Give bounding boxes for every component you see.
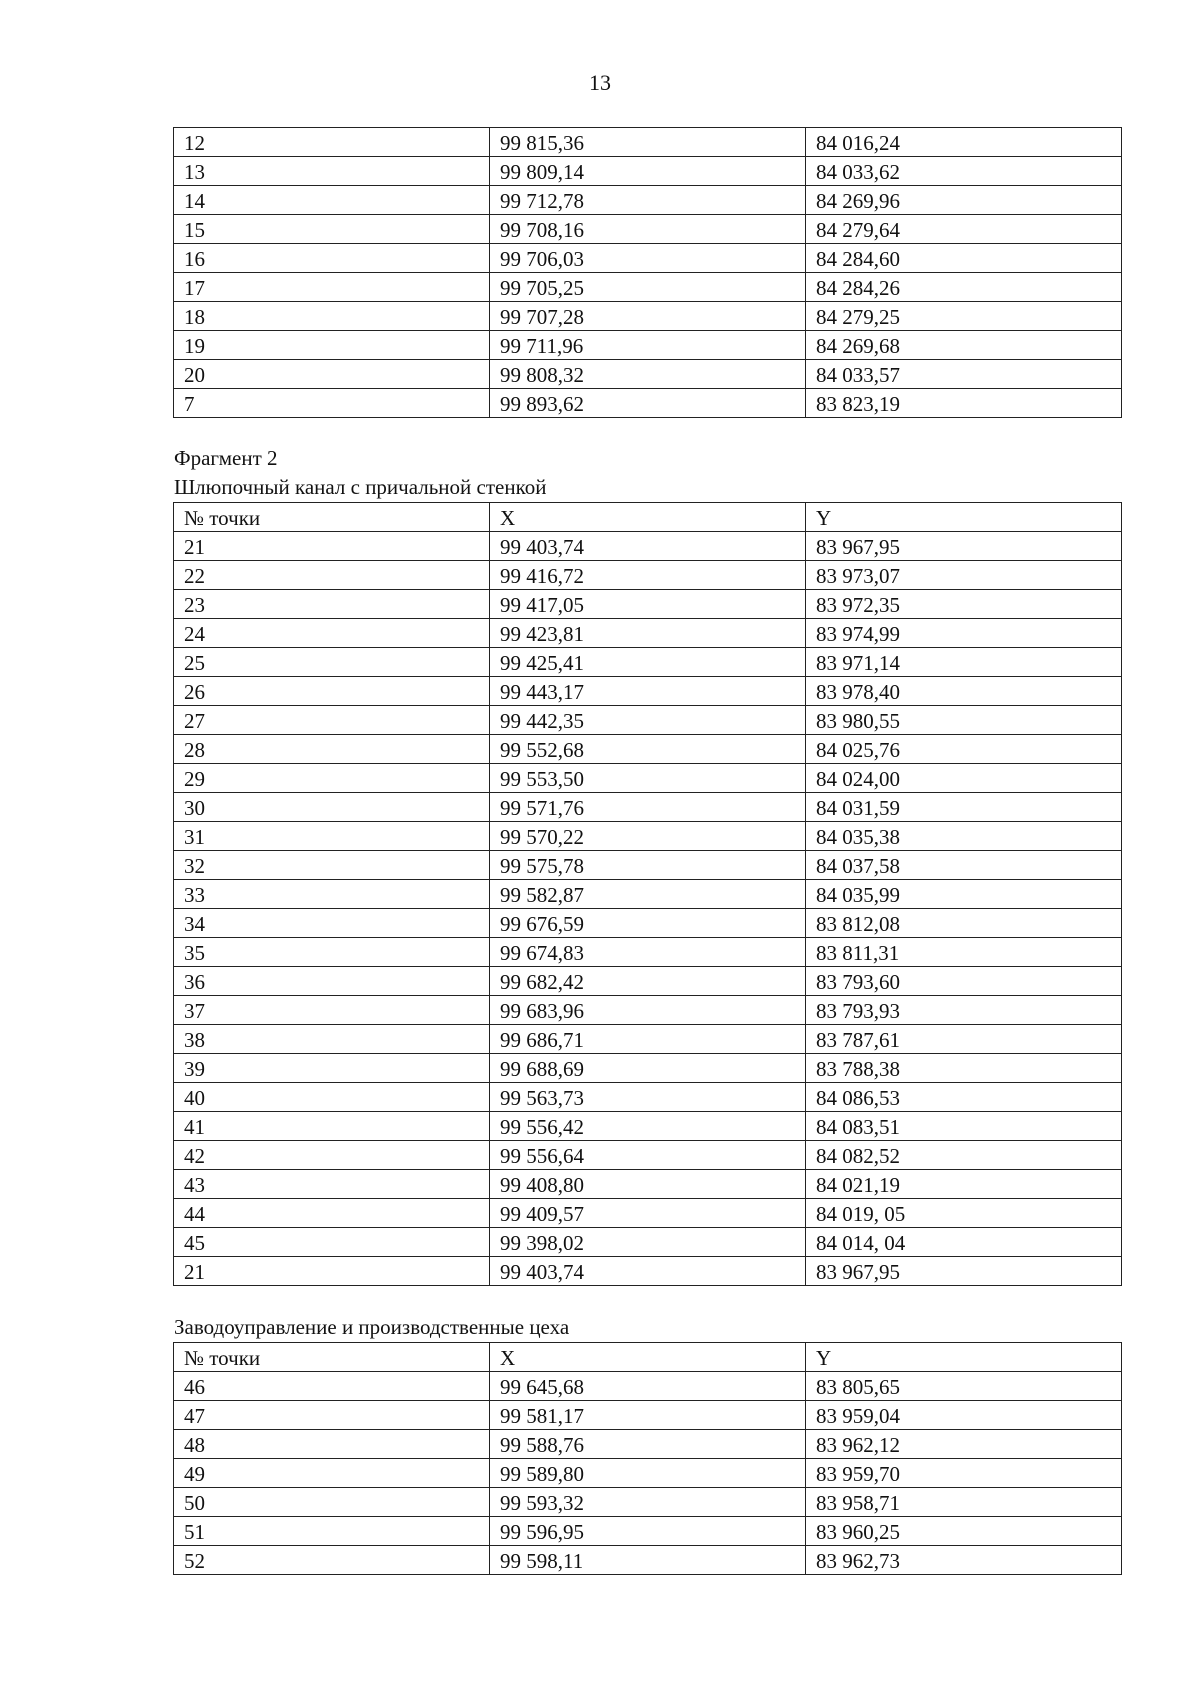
x-cell: 99 423,81 bbox=[490, 619, 806, 648]
table-row bbox=[174, 1372, 1122, 1401]
x-cell: 99 398,02 bbox=[490, 1228, 806, 1257]
point-number-cell: 47 bbox=[174, 1401, 490, 1430]
point-number-cell: 25 bbox=[174, 648, 490, 677]
point-number-cell: 46 bbox=[174, 1372, 490, 1401]
point-number-cell: 14 bbox=[174, 186, 490, 215]
table-row bbox=[174, 706, 1122, 735]
y-cell: 83 974,99 bbox=[806, 619, 1122, 648]
point-number-cell: 24 bbox=[174, 619, 490, 648]
x-cell: 99 808,32 bbox=[490, 360, 806, 389]
y-cell: 84 025,76 bbox=[806, 735, 1122, 764]
point-number-cell: 36 bbox=[174, 967, 490, 996]
table-row bbox=[174, 851, 1122, 880]
point-number-cell: 12 bbox=[174, 128, 490, 157]
y-cell: 83 788,38 bbox=[806, 1054, 1122, 1083]
table-row bbox=[174, 909, 1122, 938]
x-cell: 99 815,36 bbox=[490, 128, 806, 157]
table-row bbox=[174, 938, 1122, 967]
point-number-cell: 31 bbox=[174, 822, 490, 851]
y-cell: 83 962,12 bbox=[806, 1430, 1122, 1459]
table-row bbox=[174, 1430, 1122, 1459]
y-cell: 84 284,60 bbox=[806, 244, 1122, 273]
point-number-cell: 21 bbox=[174, 1257, 490, 1286]
x-cell: 99 645,68 bbox=[490, 1372, 806, 1401]
point-number-cell: 29 bbox=[174, 764, 490, 793]
x-cell: 99 676,59 bbox=[490, 909, 806, 938]
y-cell: 84 021,19 bbox=[806, 1170, 1122, 1199]
point-number-cell: 48 bbox=[174, 1430, 490, 1459]
table-row bbox=[174, 1054, 1122, 1083]
y-cell: 83 967,95 bbox=[806, 1257, 1122, 1286]
x-cell: 99 588,76 bbox=[490, 1430, 806, 1459]
y-cell: 83 787,61 bbox=[806, 1025, 1122, 1054]
y-cell: 83 971,14 bbox=[806, 648, 1122, 677]
y-cell: 83 980,55 bbox=[806, 706, 1122, 735]
table-body bbox=[174, 128, 1122, 418]
table-header bbox=[174, 503, 1122, 532]
x-cell: 99 403,74 bbox=[490, 1257, 806, 1286]
x-cell: 99 688,69 bbox=[490, 1054, 806, 1083]
y-cell: 83 962,73 bbox=[806, 1546, 1122, 1575]
table-body bbox=[174, 532, 1122, 1286]
point-number-cell: 19 bbox=[174, 331, 490, 360]
table-row bbox=[174, 764, 1122, 793]
header-point-number: № точки bbox=[174, 503, 490, 532]
x-cell: 99 686,71 bbox=[490, 1025, 806, 1054]
point-number-cell: 40 bbox=[174, 1083, 490, 1112]
y-cell: 84 014, 04 bbox=[806, 1228, 1122, 1257]
table-row bbox=[174, 532, 1122, 561]
x-cell: 99 682,42 bbox=[490, 967, 806, 996]
x-cell: 99 556,42 bbox=[490, 1112, 806, 1141]
y-cell: 84 284,26 bbox=[806, 273, 1122, 302]
y-cell: 84 279,64 bbox=[806, 215, 1122, 244]
y-cell: 84 082,52 bbox=[806, 1141, 1122, 1170]
x-cell: 99 705,25 bbox=[490, 273, 806, 302]
x-cell: 99 712,78 bbox=[490, 186, 806, 215]
table-row bbox=[174, 822, 1122, 851]
table-row bbox=[174, 648, 1122, 677]
table-row bbox=[174, 157, 1122, 186]
table-row bbox=[174, 273, 1122, 302]
x-cell: 99 425,41 bbox=[490, 648, 806, 677]
point-number-cell: 21 bbox=[174, 532, 490, 561]
y-cell: 84 279,25 bbox=[806, 302, 1122, 331]
page-number: 13 bbox=[589, 70, 611, 95]
x-cell: 99 570,22 bbox=[490, 822, 806, 851]
y-cell: 84 019, 05 bbox=[806, 1199, 1122, 1228]
point-number-cell: 34 bbox=[174, 909, 490, 938]
y-cell: 83 812,08 bbox=[806, 909, 1122, 938]
table-row bbox=[174, 1083, 1122, 1112]
y-cell: 84 024,00 bbox=[806, 764, 1122, 793]
point-number-cell: 41 bbox=[174, 1112, 490, 1141]
header-point-number: № точки bbox=[174, 1343, 490, 1372]
x-cell: 99 563,73 bbox=[490, 1083, 806, 1112]
table-row bbox=[174, 793, 1122, 822]
x-cell: 99 408,80 bbox=[490, 1170, 806, 1199]
table-row bbox=[174, 880, 1122, 909]
point-number-cell: 17 bbox=[174, 273, 490, 302]
x-cell: 99 683,96 bbox=[490, 996, 806, 1025]
point-number-cell: 32 bbox=[174, 851, 490, 880]
table-row bbox=[174, 244, 1122, 273]
coordinates-table-continued bbox=[173, 127, 1122, 418]
point-number-cell: 27 bbox=[174, 706, 490, 735]
table-row bbox=[174, 735, 1122, 764]
y-cell: 83 793,93 bbox=[806, 996, 1122, 1025]
y-cell: 83 793,60 bbox=[806, 967, 1122, 996]
table-row bbox=[174, 128, 1122, 157]
x-cell: 99 711,96 bbox=[490, 331, 806, 360]
y-cell: 84 086,53 bbox=[806, 1083, 1122, 1112]
point-number-cell: 33 bbox=[174, 880, 490, 909]
x-cell: 99 708,16 bbox=[490, 215, 806, 244]
x-cell: 99 809,14 bbox=[490, 157, 806, 186]
point-number-cell: 15 bbox=[174, 215, 490, 244]
point-number-cell: 28 bbox=[174, 735, 490, 764]
table-row bbox=[174, 967, 1122, 996]
table-row bbox=[174, 677, 1122, 706]
x-cell: 99 556,64 bbox=[490, 1141, 806, 1170]
point-number-cell: 44 bbox=[174, 1199, 490, 1228]
point-number-cell: 38 bbox=[174, 1025, 490, 1054]
point-number-cell: 42 bbox=[174, 1141, 490, 1170]
point-number-cell: 49 bbox=[174, 1459, 490, 1488]
point-number-cell: 52 bbox=[174, 1546, 490, 1575]
table-row bbox=[174, 215, 1122, 244]
y-cell: 83 823,19 bbox=[806, 389, 1122, 418]
x-cell: 99 442,35 bbox=[490, 706, 806, 735]
point-number-cell: 13 bbox=[174, 157, 490, 186]
fragment-heading: Фрагмент 2 bbox=[174, 446, 278, 470]
y-cell: 84 016,24 bbox=[806, 128, 1122, 157]
point-number-cell: 50 bbox=[174, 1488, 490, 1517]
point-number-cell: 20 bbox=[174, 360, 490, 389]
header-row bbox=[174, 503, 1122, 532]
point-number-cell: 7 bbox=[174, 389, 490, 418]
table-row bbox=[174, 360, 1122, 389]
table-row bbox=[174, 996, 1122, 1025]
table-body bbox=[174, 1372, 1122, 1575]
table-row bbox=[174, 1141, 1122, 1170]
y-cell: 83 960,25 bbox=[806, 1517, 1122, 1546]
x-cell: 99 571,76 bbox=[490, 793, 806, 822]
table-row bbox=[174, 1170, 1122, 1199]
y-cell: 83 805,65 bbox=[806, 1372, 1122, 1401]
y-cell: 83 959,70 bbox=[806, 1459, 1122, 1488]
x-cell: 99 582,87 bbox=[490, 880, 806, 909]
header-x: X bbox=[490, 503, 806, 532]
table-row bbox=[174, 1459, 1122, 1488]
table-row bbox=[174, 186, 1122, 215]
y-cell: 83 972,35 bbox=[806, 590, 1122, 619]
table-row bbox=[174, 1025, 1122, 1054]
table-row bbox=[174, 1112, 1122, 1141]
y-cell: 84 035,99 bbox=[806, 880, 1122, 909]
y-cell: 84 033,62 bbox=[806, 157, 1122, 186]
x-cell: 99 593,32 bbox=[490, 1488, 806, 1517]
y-cell: 83 959,04 bbox=[806, 1401, 1122, 1430]
header-row bbox=[174, 1343, 1122, 1372]
table-row bbox=[174, 561, 1122, 590]
y-cell: 84 269,96 bbox=[806, 186, 1122, 215]
y-cell: 84 035,38 bbox=[806, 822, 1122, 851]
x-cell: 99 598,11 bbox=[490, 1546, 806, 1575]
point-number-cell: 43 bbox=[174, 1170, 490, 1199]
point-number-cell: 45 bbox=[174, 1228, 490, 1257]
y-cell: 84 037,58 bbox=[806, 851, 1122, 880]
x-cell: 99 553,50 bbox=[490, 764, 806, 793]
x-cell: 99 575,78 bbox=[490, 851, 806, 880]
x-cell: 99 707,28 bbox=[490, 302, 806, 331]
y-cell: 83 811,31 bbox=[806, 938, 1122, 967]
point-number-cell: 18 bbox=[174, 302, 490, 331]
table-row bbox=[174, 1546, 1122, 1575]
canal-coordinates-table bbox=[173, 502, 1122, 1286]
x-cell: 99 552,68 bbox=[490, 735, 806, 764]
x-cell: 99 596,95 bbox=[490, 1517, 806, 1546]
y-cell: 84 269,68 bbox=[806, 331, 1122, 360]
x-cell: 99 581,17 bbox=[490, 1401, 806, 1430]
table-row bbox=[174, 389, 1122, 418]
x-cell: 99 674,83 bbox=[490, 938, 806, 967]
point-number-cell: 39 bbox=[174, 1054, 490, 1083]
fragment-subheading: Шлюпочный канал с причальной стенкой bbox=[174, 475, 547, 499]
table-row bbox=[174, 331, 1122, 360]
table-row bbox=[174, 619, 1122, 648]
point-number-cell: 37 bbox=[174, 996, 490, 1025]
point-number-cell: 35 bbox=[174, 938, 490, 967]
y-cell: 83 973,07 bbox=[806, 561, 1122, 590]
y-cell: 84 031,59 bbox=[806, 793, 1122, 822]
y-cell: 84 033,57 bbox=[806, 360, 1122, 389]
point-number-cell: 22 bbox=[174, 561, 490, 590]
y-cell: 83 967,95 bbox=[806, 532, 1122, 561]
table-row bbox=[174, 302, 1122, 331]
x-cell: 99 443,17 bbox=[490, 677, 806, 706]
table-row bbox=[174, 1199, 1122, 1228]
table-row bbox=[174, 1257, 1122, 1286]
x-cell: 99 589,80 bbox=[490, 1459, 806, 1488]
table-row bbox=[174, 590, 1122, 619]
x-cell: 99 706,03 bbox=[490, 244, 806, 273]
header-y: Y bbox=[806, 503, 1122, 532]
y-cell: 83 958,71 bbox=[806, 1488, 1122, 1517]
table-row bbox=[174, 1401, 1122, 1430]
y-cell: 83 978,40 bbox=[806, 677, 1122, 706]
point-number-cell: 30 bbox=[174, 793, 490, 822]
table-header bbox=[174, 1343, 1122, 1372]
x-cell: 99 403,74 bbox=[490, 532, 806, 561]
table-row bbox=[174, 1228, 1122, 1257]
header-y: Y bbox=[806, 1343, 1122, 1372]
header-x: X bbox=[490, 1343, 806, 1372]
plant-subheading: Заводоуправление и производственные цеха bbox=[174, 1315, 570, 1339]
table-row bbox=[174, 1488, 1122, 1517]
x-cell: 99 893,62 bbox=[490, 389, 806, 418]
point-number-cell: 23 bbox=[174, 590, 490, 619]
point-number-cell: 51 bbox=[174, 1517, 490, 1546]
x-cell: 99 417,05 bbox=[490, 590, 806, 619]
y-cell: 84 083,51 bbox=[806, 1112, 1122, 1141]
x-cell: 99 416,72 bbox=[490, 561, 806, 590]
plant-coordinates-table bbox=[173, 1342, 1122, 1575]
table-row bbox=[174, 1517, 1122, 1546]
x-cell: 99 409,57 bbox=[490, 1199, 806, 1228]
point-number-cell: 26 bbox=[174, 677, 490, 706]
point-number-cell: 16 bbox=[174, 244, 490, 273]
